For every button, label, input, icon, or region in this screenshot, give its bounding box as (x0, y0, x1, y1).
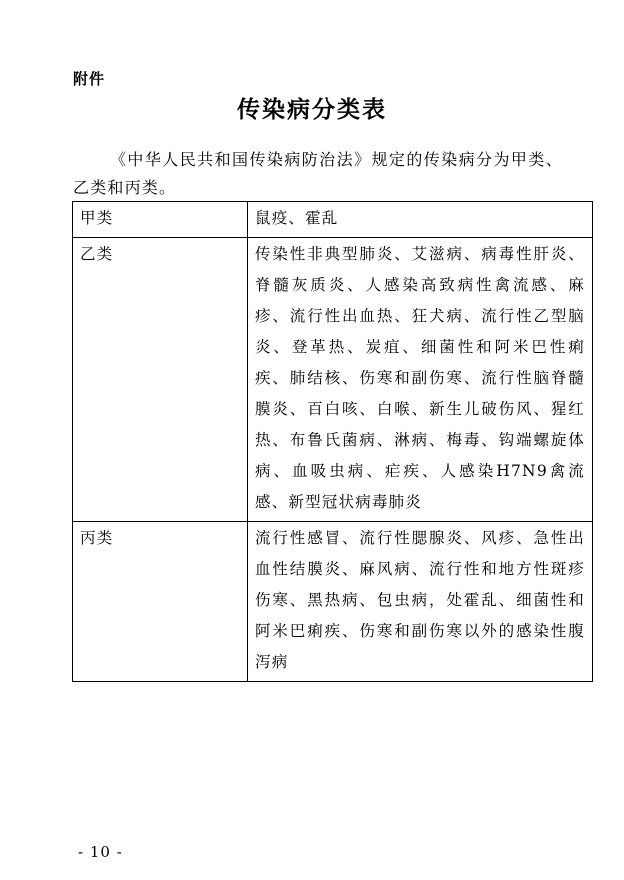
diseases-cell: 鼠疫、霍乱 (248, 202, 593, 238)
table-row (73, 522, 593, 682)
diseases-cell: 流行性感冒、流行性腮腺炎、风疹、急性出血性结膜炎、麻风病、流行性和地方性斑疹伤寒、黑热病、包虫病，处霍乱、细菌性和阿米巴痢疾、伤寒和副伤寒以外的感染性腹泻病 (248, 522, 593, 682)
category-cell: 乙类 (73, 238, 248, 522)
page-number: - 10 - (78, 843, 123, 861)
diseases-cell: 传染性非典型肺炎、艾滋病、病毒性肝炎、脊髓灰质炎、人感染高致病性禽流感、麻疹、流行性出血热、狂犬病、流行性乙型脑炎、登革热、炭疽、细菌性和阿米巴性痢疾、肺结核、伤寒和副伤寒、流行性脑脊髓膜炎、百白咳、白喉、新生儿破伤风、猩红热、布鲁氏菌病、淋病、梅毒、钩端螺旋体病、血吸虫病、疟疾、人感染H7N9禽流感、新型冠状病毒肺炎 (248, 238, 593, 522)
attachment-label: 附件 (73, 70, 106, 88)
page-title: 传染病分类表 (237, 96, 387, 123)
intro-paragraph: 《中华人民共和国传染病防治法》规定的传染病分为甲类、乙类和丙类。 (73, 150, 563, 197)
table-row (73, 238, 593, 522)
category-cell: 丙类 (73, 522, 248, 682)
disease-classification-table (72, 201, 593, 682)
category-cell: 甲类 (73, 202, 248, 238)
table-row (73, 202, 593, 238)
